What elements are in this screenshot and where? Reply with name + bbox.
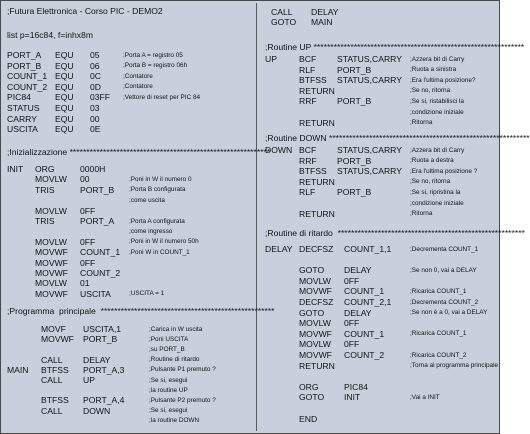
equate-comment: ;Contatore	[123, 83, 153, 91]
up-line-operand: STATUS,CARRY	[337, 54, 402, 64]
main-line-comment: ;Se si, esegui	[149, 376, 188, 384]
equate-label: COUNT_2	[7, 81, 48, 92]
equate-opcode: EQU	[55, 103, 74, 113]
equate-opcode: EQU	[55, 92, 74, 103]
main-line-operand: DELAY	[83, 354, 111, 365]
down-line-comment: ;Ruota a destra	[410, 157, 454, 165]
main-tail-line-opcode: GOTO	[271, 17, 297, 28]
equate-opcode: EQU	[55, 71, 74, 82]
init-line-comment: ;USCITA = 1	[129, 290, 165, 298]
main-line-comment: ;Se si, esegui	[149, 407, 188, 415]
up-line-comment: ;Azzera bit di Carry	[410, 55, 465, 63]
main-line-comment: ;Pulsante P1 premuto ?	[149, 366, 216, 374]
delay-line-opcode: MOVWF	[299, 286, 332, 297]
delay-line-label: DELAY	[265, 244, 293, 254]
equate-label: USCITA	[7, 124, 38, 135]
delay-line-comment: ;Se non è a 0, vai a DELAY	[410, 309, 488, 317]
delay-line-opcode: GOTO	[299, 307, 325, 318]
up-line-comment: ;Se si, ristabilisci la	[410, 97, 464, 105]
init-line-comment: ;Poni W in COUNT_1	[129, 248, 190, 256]
init-line-operand: 01	[80, 278, 90, 289]
main-line-operand: PORT_A,3	[83, 364, 125, 375]
init-line-opcode: MOVWF	[35, 247, 68, 258]
up-line-opcode: RLF	[299, 64, 316, 75]
down-line-opcode: RETURN	[299, 208, 335, 219]
init-line-opcode: MOVWF	[35, 257, 68, 268]
delay-line-opcode: DECFSZ	[299, 244, 334, 254]
init-line-opcode: TRIS	[35, 184, 55, 195]
main-line-opcode: CALL	[41, 405, 63, 416]
main-line-operand: PORT_B	[83, 334, 118, 345]
main-line-comment: ;la routine UP	[149, 386, 188, 394]
delay-line-opcode: ORG	[299, 381, 319, 392]
delay-line-comment: ;Ricarica COUNT_1	[410, 330, 467, 338]
down-line-comment: ;Se si, ripristina la	[410, 188, 461, 196]
down-line-comment: ;condizione iniziale	[410, 199, 464, 207]
init-line-opcode: MOVWF	[35, 268, 68, 278]
equate-opcode: EQU	[55, 60, 74, 71]
up-line-opcode: BTFSS	[299, 75, 327, 86]
main-tail-line-operand: MAIN	[311, 17, 333, 28]
main-tail-line-opcode: CALL	[271, 7, 293, 17]
up-line-label: UP	[265, 54, 277, 64]
delay-line-comment: ;Vai a INIT	[410, 393, 440, 401]
column-divider	[256, 3, 257, 431]
init-line-operand: COUNT_2	[80, 268, 121, 278]
equate-operand: 0E	[90, 124, 101, 135]
delay-line-opcode: END	[299, 413, 318, 424]
equate-label: PORT_B	[7, 60, 42, 71]
main-line-comment: ;su PORT_B	[149, 345, 185, 353]
delay-line-opcode: MOVWF	[299, 328, 332, 339]
up-line-operand: PORT_B	[337, 96, 372, 107]
delay-line-opcode: GOTO	[299, 265, 325, 276]
equate-comment: ;Contatore	[123, 72, 153, 80]
section-header-delay: ;Routine di ritardo ********************************************************	[265, 228, 525, 238]
equate-operand: 03FF	[90, 92, 111, 103]
init-line-operand: 0FF	[80, 236, 96, 247]
init-line-label: INIT	[7, 164, 24, 174]
section-header-down: ;Routine DOWN ************************************************************	[265, 133, 530, 143]
delay-line-operand: DELAY	[344, 307, 372, 318]
delay-line-operand: 0FF	[344, 318, 360, 329]
init-line-comment: ;Porta B configurata	[129, 186, 186, 194]
up-line-opcode: RRF	[299, 96, 317, 107]
down-line-operand: PORT_B	[337, 155, 372, 166]
init-line-opcode: MOVLW	[35, 205, 67, 216]
delay-line-comment: ;Decrementa COUNT_1	[410, 245, 479, 253]
down-line-comment: ;Se no, ritorna	[410, 178, 451, 186]
init-line-operand: USCITA	[80, 288, 111, 299]
section-header-main: ;Programma principale ****************************************************	[7, 306, 275, 316]
equate-comment: ;Vettore di reset per PIC 84	[123, 93, 201, 101]
list-directive: list p=16c84, f=inhx8m	[7, 30, 93, 40]
delay-line-opcode: MOVLW	[299, 339, 331, 350]
equate-operand: 05	[90, 50, 100, 60]
delay-line-opcode: MOVLW	[299, 275, 331, 286]
up-line-comment: ;Se no, ritorna	[410, 87, 451, 95]
delay-line-operand: DELAY	[344, 265, 372, 276]
down-line-operand: STATUS,CARRY	[337, 166, 402, 177]
init-line-operand: 00	[80, 174, 90, 185]
init-line-opcode: ORG	[35, 164, 55, 174]
init-line-operand: 0FF	[80, 257, 96, 268]
main-line-opcode: BTFSS	[41, 364, 69, 375]
equate-label: PIC84	[7, 92, 31, 103]
equate-comment: ;Porta A = registro 05	[123, 51, 183, 59]
equate-comment: ;Porta B = registro 06h	[123, 62, 188, 70]
equate-opcode: EQU	[55, 113, 74, 124]
section-header-init: ;Inizializzazione ************************************************************	[7, 147, 271, 157]
delay-line-operand: COUNT_1	[344, 286, 385, 297]
delay-line-opcode: MOVLW	[299, 318, 331, 329]
init-line-operand: 0FF	[80, 205, 96, 216]
init-line-operand: 0000H	[80, 164, 106, 174]
main-line-opcode: BTFSS	[41, 395, 69, 406]
init-line-comment: ;come uscita	[129, 196, 165, 204]
main-line-operand: DOWN	[83, 405, 111, 416]
equate-opcode: EQU	[55, 50, 74, 60]
up-line-comment: ;Ruota a sinistra	[410, 66, 457, 74]
main-line-opcode: MOVF	[41, 324, 66, 334]
main-line-comment: ;Routine di ritardo	[149, 356, 200, 364]
main-line-opcode: MOVWF	[41, 334, 74, 345]
delay-line-operand: COUNT_2,1	[344, 297, 392, 307]
main-line-label: MAIN	[7, 364, 29, 375]
up-line-comment: ;Era l'ultima posizione?	[410, 76, 476, 84]
delay-line-comment: ;Ricarica COUNT_1	[410, 287, 467, 295]
init-line-operand: PORT_B	[80, 184, 115, 195]
main-line-opcode: CALL	[41, 375, 63, 385]
delay-line-operand: PIC84	[344, 381, 368, 392]
up-line-opcode: RETURN	[299, 85, 335, 96]
delay-line-operand: INIT	[344, 392, 361, 403]
equate-label: STATUS	[7, 103, 40, 113]
down-line-label: DOWN	[265, 145, 293, 155]
down-line-opcode: RLF	[299, 187, 316, 198]
up-line-opcode: RETURN	[299, 117, 335, 128]
up-line-opcode: BCF	[299, 54, 317, 64]
equate-label: COUNT_1	[7, 71, 48, 82]
delay-line-comment: ;Decrementa COUNT_2	[410, 298, 479, 306]
main-line-comment: ;Poni USCITA	[149, 335, 189, 343]
down-line-opcode: BCF	[299, 145, 317, 155]
down-line-opcode: RETURN	[299, 176, 335, 187]
init-line-comment: ;come ingresso	[129, 227, 173, 235]
delay-line-opcode: DECFSZ	[299, 297, 334, 307]
down-line-comment: ;Era l'ultima posizione ?	[410, 167, 478, 175]
init-line-opcode: TRIS	[35, 216, 55, 226]
equate-opcode: EQU	[55, 81, 74, 92]
init-line-operand: PORT_A	[80, 216, 115, 226]
delay-line-opcode: RETURN	[299, 360, 335, 371]
init-line-opcode: MOVWF	[35, 288, 68, 299]
down-line-operand: STATUS,CARRY	[337, 145, 402, 155]
down-line-opcode: RRF	[299, 155, 317, 166]
delay-line-opcode: MOVWF	[299, 350, 332, 360]
main-line-comment: ;Pulsante P2 premuto ?	[149, 396, 216, 404]
main-line-operand: UP	[83, 375, 95, 385]
main-line-operand: USCITA,1	[83, 324, 122, 334]
delay-line-operand: COUNT_2	[344, 350, 385, 360]
main-line-operand: PORT_A,4	[83, 395, 125, 406]
delay-line-opcode: GOTO	[299, 392, 325, 403]
init-line-comment: ;Porta A configurata	[129, 217, 185, 225]
delay-line-operand: COUNT_1,1	[344, 244, 392, 254]
up-line-comment: ;Ritorna	[410, 119, 433, 127]
delay-line-comment: ;Torna al programma principale	[410, 362, 499, 370]
equate-operand: 03	[90, 103, 100, 113]
init-line-operand: COUNT_1	[80, 247, 121, 258]
main-tail-line-operand: DELAY	[311, 7, 339, 17]
down-line-comment: ;Ritorna	[410, 210, 433, 218]
main-line-opcode: CALL	[41, 354, 63, 365]
down-line-comment: ;Azzera bit di Carry	[410, 146, 465, 154]
init-line-opcode: MOVLW	[35, 278, 67, 289]
init-line-opcode: MOVLW	[35, 174, 67, 185]
down-line-opcode: BTFSS	[299, 166, 327, 177]
up-line-operand: STATUS,CARRY	[337, 75, 402, 86]
down-line-operand: PORT_B	[337, 187, 372, 198]
listing-title: ;Futura Elettronica - Corso PIC - DEMO2	[7, 6, 163, 16]
equate-operand: 0C	[90, 71, 101, 82]
equate-operand: 00	[90, 113, 100, 124]
init-line-opcode: MOVLW	[35, 236, 67, 247]
equate-label: CARRY	[7, 113, 37, 124]
delay-line-comment: ;Ricarica COUNT_2	[410, 351, 467, 359]
equate-operand: 0D	[90, 81, 101, 92]
up-line-comment: ;condizione iniziale	[410, 108, 464, 116]
delay-line-operand: 0FF	[344, 339, 360, 350]
init-line-comment: ;Poni in W il numero 0	[129, 175, 192, 183]
main-line-comment: ;Carica in W uscita	[149, 325, 203, 333]
delay-line-comment: ;Se non 0, vai a DELAY	[410, 266, 477, 274]
section-header-up: ;Routine UP ***************************************************************	[265, 42, 525, 52]
delay-line-operand: 0FF	[344, 275, 360, 286]
up-line-operand: PORT_B	[337, 64, 372, 75]
equate-label: PORT_A	[7, 50, 42, 60]
equate-opcode: EQU	[55, 124, 74, 135]
equate-operand: 06	[90, 60, 100, 71]
init-line-comment: ;Poni in W il numero 50h	[129, 238, 199, 246]
delay-line-operand: COUNT_1	[344, 328, 385, 339]
main-line-comment: ;la routine DOWN	[149, 417, 200, 425]
